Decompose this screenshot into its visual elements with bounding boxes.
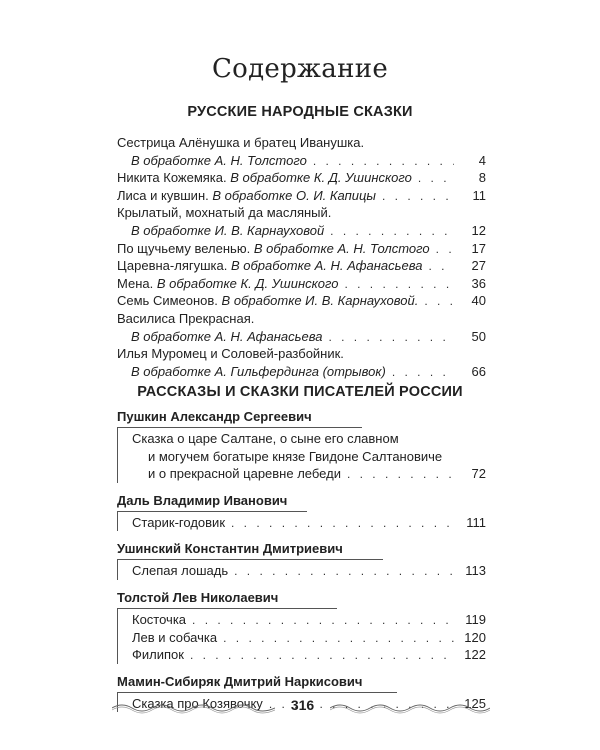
leader-dots xyxy=(382,188,454,206)
toc-entry-page: 11 xyxy=(472,187,486,203)
toc-entry-title: Слепая лошадь xyxy=(132,563,229,579)
toc-entry-title: Лиса и кувшин. В обработке О. И. Капицы xyxy=(117,187,376,203)
toc-entry-adaptation: В обработке А. Н. Афанасьева xyxy=(230,258,423,274)
toc-entry[interactable] xyxy=(117,169,486,187)
toc-entry-adaptation: В обработке К. Д. Ушинского xyxy=(156,275,339,291)
author-works xyxy=(117,560,486,580)
toc-entry-title: Василиса Прекрасная. xyxy=(117,310,255,326)
leader-dots xyxy=(330,223,454,241)
toc-entry-adaptation: В обработке И. В. Карнауховой. xyxy=(221,293,419,309)
toc-entry[interactable] xyxy=(118,430,486,448)
toc-entry-adaptation: В обработке К. Д. Ушинского xyxy=(230,170,412,186)
folk-tales-list xyxy=(117,134,486,380)
toc-entry-page: 40 xyxy=(471,293,486,309)
toc-entry[interactable] xyxy=(117,222,486,240)
toc-entry-title: и могучем богатыре князе Гвидоне Салтановиче xyxy=(148,448,443,464)
toc-entry[interactable] xyxy=(118,646,486,664)
toc-entry-page: 125 xyxy=(464,695,486,711)
author-name: Толстой Лев Николаевич xyxy=(117,589,337,609)
author-works xyxy=(117,609,486,664)
toc-entry-title: Сказка про Козявочку xyxy=(132,695,263,711)
toc-entry-title: Царевна-лягушка. В обработке А. Н. Афанасьева xyxy=(117,258,423,274)
toc-entry-page: 111 xyxy=(466,514,486,530)
leader-dots xyxy=(190,647,454,665)
toc-entry[interactable] xyxy=(117,275,486,293)
toc-entry[interactable] xyxy=(118,465,486,483)
toc-entry[interactable] xyxy=(117,310,486,328)
toc-entry-page: 4 xyxy=(478,152,486,168)
toc-entry-adaptation: В обработке И. В. Карнауховой xyxy=(131,222,325,238)
leader-dots xyxy=(428,258,454,276)
toc-entry-page: 50 xyxy=(471,328,486,344)
author-name: Пушкин Александр Сергеевич xyxy=(117,408,362,428)
toc-entry-title: Крылатый, мохнатый да масляный. xyxy=(117,205,332,221)
toc-entry-adaptation: В обработке О. И. Капицы xyxy=(212,187,376,203)
toc-entry[interactable] xyxy=(118,611,486,629)
toc-entry[interactable] xyxy=(118,562,486,580)
page-title: Содержание xyxy=(211,54,389,84)
toc-entry-title: По щучьему веленью. В обработке А. Н. Толстого xyxy=(117,240,430,256)
toc-entry[interactable] xyxy=(117,134,486,152)
toc-entry-title: Сказка о царе Салтане, о сыне его славном xyxy=(132,431,399,446)
toc-entry[interactable] xyxy=(117,187,486,205)
toc-entry-page: 119 xyxy=(465,611,486,627)
toc-entry[interactable] xyxy=(117,363,486,381)
toc-entry[interactable] xyxy=(117,328,486,346)
toc-entry[interactable] xyxy=(118,629,486,647)
toc-entry-adaptation: В обработке А. Н. Толстого xyxy=(131,152,307,168)
section-heading-russian-writers: РАССКАЗЫ И СКАЗКИ ПИСАТЕЛЕЙ РОССИИ xyxy=(137,384,463,400)
toc-entry[interactable] xyxy=(117,292,486,310)
toc-entry-title: Никита Кожемяка. В обработке К. Д. Ушинского xyxy=(117,170,412,186)
toc-entry-title: Сестрица Алёнушка и братец Иванушка. xyxy=(117,135,365,150)
toc-entry[interactable] xyxy=(117,152,486,170)
leader-dots xyxy=(418,170,454,188)
toc-entry-title: Старик-годовик xyxy=(132,514,226,530)
footer-wave-ornament-left xyxy=(112,700,275,714)
author-works xyxy=(117,512,486,532)
leader-dots xyxy=(313,153,454,171)
toc-entry[interactable] xyxy=(117,240,486,258)
leader-dots xyxy=(231,515,454,533)
leader-dots xyxy=(436,241,454,259)
toc-entry[interactable] xyxy=(118,514,486,532)
toc-entry-page: 8 xyxy=(478,170,486,186)
toc-entry-page: 72 xyxy=(471,466,486,482)
author-works xyxy=(117,428,486,483)
leader-dots xyxy=(347,466,454,484)
toc-entry-title: Лев и собачка xyxy=(132,629,218,645)
toc-entry-page: 122 xyxy=(464,647,486,663)
toc-entry-page: 12 xyxy=(471,222,486,238)
toc-entry-title: Семь Симеонов. В обработке И. В. Карнауховой. xyxy=(117,293,419,309)
leader-dots xyxy=(344,276,454,294)
author-name: Даль Владимир Иванович xyxy=(117,492,307,512)
page-number: 316 xyxy=(290,697,315,713)
leader-dots xyxy=(328,329,454,347)
toc-entry-adaptation: В обработке А. Н. Афанасьева xyxy=(131,328,323,344)
toc-entry-adaptation: В обработке А. Гильфердинга (отрывок) xyxy=(131,363,386,379)
toc-entry-page: 120 xyxy=(464,629,486,645)
toc-entry-page: 36 xyxy=(471,275,486,291)
toc-entry[interactable] xyxy=(117,345,486,363)
toc-entry-title: и о прекрасной царевне лебеди xyxy=(148,466,341,482)
toc-entry-title: Косточка xyxy=(132,611,187,627)
toc-entry[interactable] xyxy=(117,257,486,275)
toc-entry-page: 27 xyxy=(471,258,486,274)
toc-entry-title: Илья Муромец и Соловей-разбойник. xyxy=(117,346,344,362)
author-name: Ушинский Константин Дмитриевич xyxy=(117,540,383,560)
toc-entry-adaptation: В обработке А. Н. Толстого xyxy=(253,240,430,256)
toc-entry[interactable] xyxy=(118,448,486,466)
section-heading-folk-tales: РУССКИЕ НАРОДНЫЕ СКАЗКИ xyxy=(187,104,413,120)
toc-entry-title: Филипок xyxy=(132,647,184,663)
russian-writers-list xyxy=(117,408,486,712)
leader-dots xyxy=(392,364,454,382)
toc-entry-title: Мена. В обработке К. Д. Ушинского xyxy=(117,275,339,291)
leader-dots xyxy=(424,293,454,311)
leader-dots xyxy=(223,630,454,648)
author-name: Мамин-Сибиряк Дмитрий Наркисович xyxy=(117,673,397,693)
leader-dots xyxy=(192,612,454,630)
toc-entry-page: 66 xyxy=(471,363,486,379)
toc-entry-page: 113 xyxy=(465,563,486,579)
leader-dots xyxy=(234,563,454,581)
toc-entry-page: 17 xyxy=(471,240,486,256)
toc-entry[interactable] xyxy=(117,204,486,222)
footer-wave-ornament-right xyxy=(330,700,490,714)
